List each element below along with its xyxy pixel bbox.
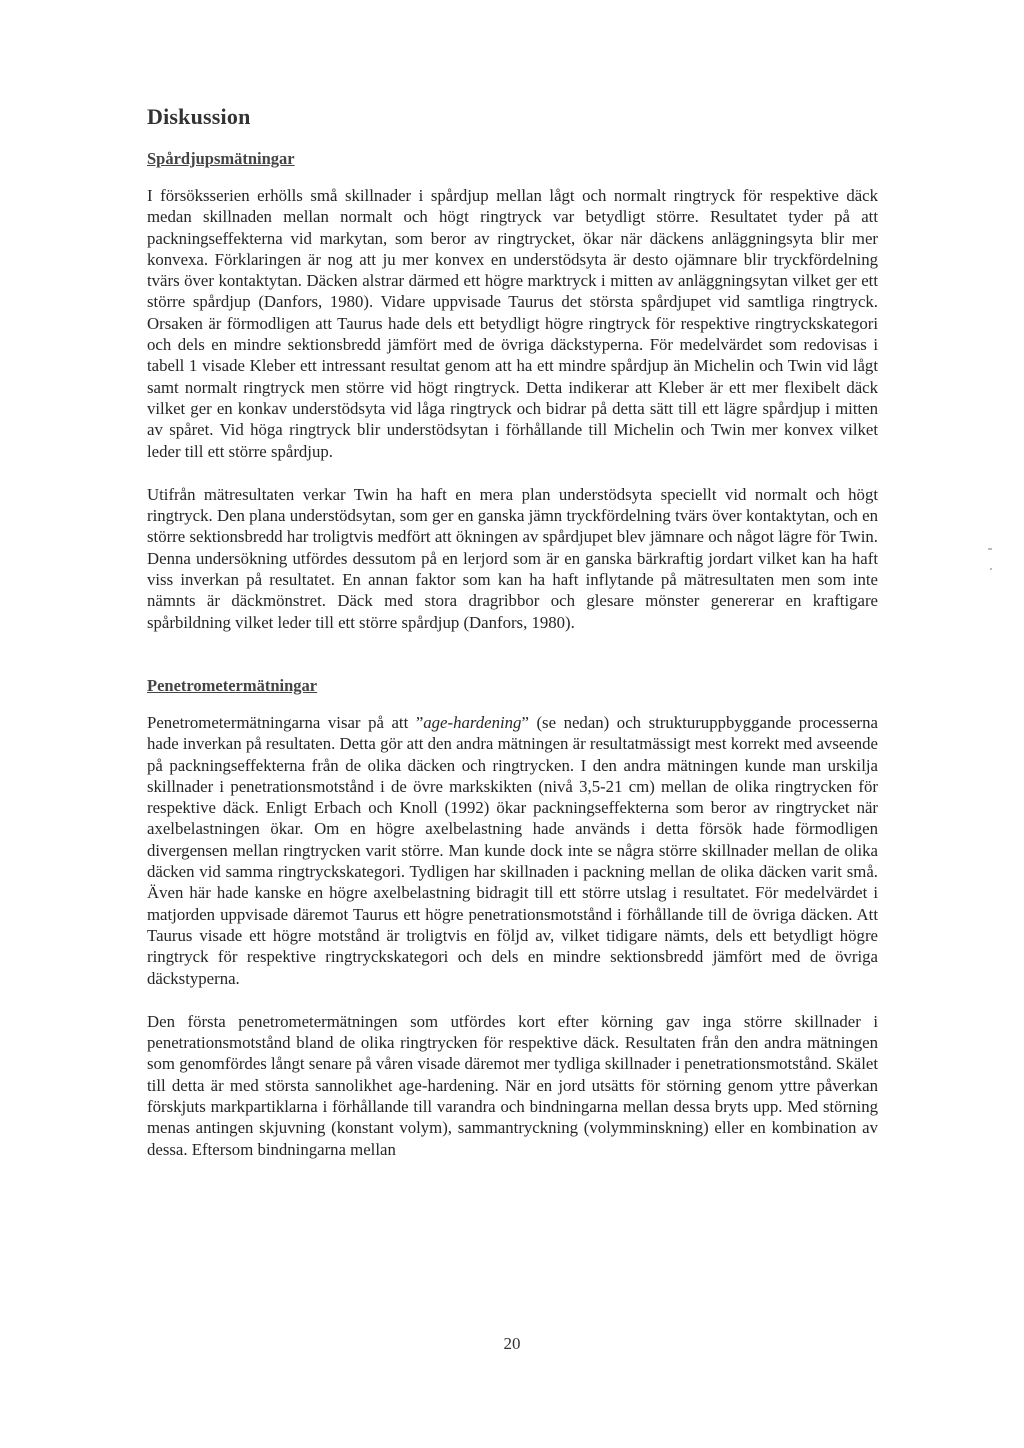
document-page (147, 100, 878, 1160)
paragraph (147, 712, 878, 989)
page-number: 20 (503, 1334, 521, 1353)
section-heading-penetrometermatningar: Penetrometermätningar (147, 675, 318, 695)
scan-mark (990, 568, 992, 570)
paragraph: Den första penetrometermätningen som utfördes kort efter körning gav inga större skillnader i penetrationsmotstånd bland de olika ringtrycken för respektive däck. Resultaten från den andra mätningen som genomfördes långt senare på våren visade däremot mer tydliga skillnader i penetrationsmotstånd. Skälet till detta är med största sannolikhet age-hardening. När en jord utsätts för störning genom yttre påverkan förskjuts markpartiklarna i förhållande till varandra och bindningarna mellan dessa bryts upp. Med störning menas antingen skjuvning (konstant volym), sammantryckning (volymminskning) eller en kombination av dessa. Eftersom bindningarna mellan (147, 1011, 878, 1159)
scan-mark (988, 548, 992, 550)
paragraph-text: Penetrometermätningarna visar på att ” (147, 712, 424, 732)
paragraph-text: ” (se nedan) och strukturuppbyggande processerna hade inverkan på resultaten. Detta gör att den andra mätningen är resultatmässigt mest korrekt med avseende på packningseffekterna från de olika däcken och ringtrycken. I den andra mätningen kunde man urskilja skillnader i penetrationsmotstånd i de övre markskikten (nivå 3,5-21 cm) mellan de olika ringtrycken för respektive däck. Enligt Erbach och Knoll (1992) ökar packningseffekterna som beror av ringtrycket när axelbelastningen ökar. Om en högre axelbelastning hade används i detta försök hade förmodligen divergensen mellan ringtrycken varit större. Man kunde dock inte se några större skillnader mellan de olika däcken vid samma ringtryckskategori. Tydligen har skillnaden i packning mellan de olika däcken varit små. Även här hade kanske en högre axelbelastning bidragit till ett större utslag i resultatet. För medelvärdet i matjorden uppvisade däremot Taurus ett högre penetrationsmotstånd i förhållande till de övriga däcken. Att Taurus visade ett högre motstånd är troligtvis en följd av, vilket tidigare nämts, dels ett betydligt högre ringtryck för respektive ringtryckskategori och dels en mindre sektionsbredd jämfört med de övriga däckstyperna. (147, 712, 878, 988)
section-heading-spardjupsmatningar: Spårdjupsmätningar (147, 149, 295, 168)
paragraph: Utifrån mätresultaten verkar Twin ha haft en mera plan understödsyta speciellt vid normalt och högt ringtryck. Den plana understödsytan, som ger en ganska jämn tryckfördelning tvärs över kontaktytan, och en större sektionsbredd har troligtvis medfört att ökningen av spårdjupet blev jämnare och något lägre för Twin. Denna undersökning utfördes dessutom på en lerjord som är en ganska bärkraftig jordart vilket kan ha haft viss inverkan på resultatet. En annan faktor som kan ha haft inflytande på mätresultaten men som inte nämnts är däckmönstret. Däck med stora dragribbor och glesare mönster genererar en kraftigare spårbildning vilket leder till ett större spårdjup (Danfors, 1980). (147, 484, 878, 632)
paragraph: I försöksserien erhölls små skillnader i spårdjup mellan lågt och normalt ringtryck för respektive däck medan skillnaden mellan normalt och högt ringtryck var betydligt större. Resultatet tyder på att packningseffekterna vid markytan, som beror av ringtrycket, ökar när däckens anläggningsyta blir mer konvexa. Förklaringen är nog att ju mer konvex en understödsyta är desto ojämnare blir tryckfördelning tvärs över kontaktytan. Däcken alstrar därmed ett högre marktryck i mitten av anläggningsytan vilket ger ett större spårdjup (Danfors, 1980). Vidare uppvisade Taurus det största spårdjupet vid samtliga ringtryck. Orsaken är förmodligen att Taurus hade dels ett betydligt högre ringtryck för respektive ringtryckskategori och dels en mindre sektionsbredd jämfört med de övriga däckstyperna. För medelvärdet som redovisas i tabell 1 visade Kleber ett intressant resultat genom att ha ett mindre spårdjup än Michelin och Twin vid lågt samt normalt ringtryck men större vid högt ringtryck. Detta indikerar att Kleber är ett mer flexibelt däck vilket ger en konkav understödsyta vid låga ringtryck och bidrar på detta sätt till ett lägre spårdjup i mitten av spåret. Vid höga ringtryck blir understödsytan i förhållande till Michelin och Twin mer konvex vilket leder till ett större spårdjup. (147, 186, 878, 461)
italic-term: age-hardening (423, 712, 522, 732)
page-title: Diskussion (147, 104, 251, 129)
